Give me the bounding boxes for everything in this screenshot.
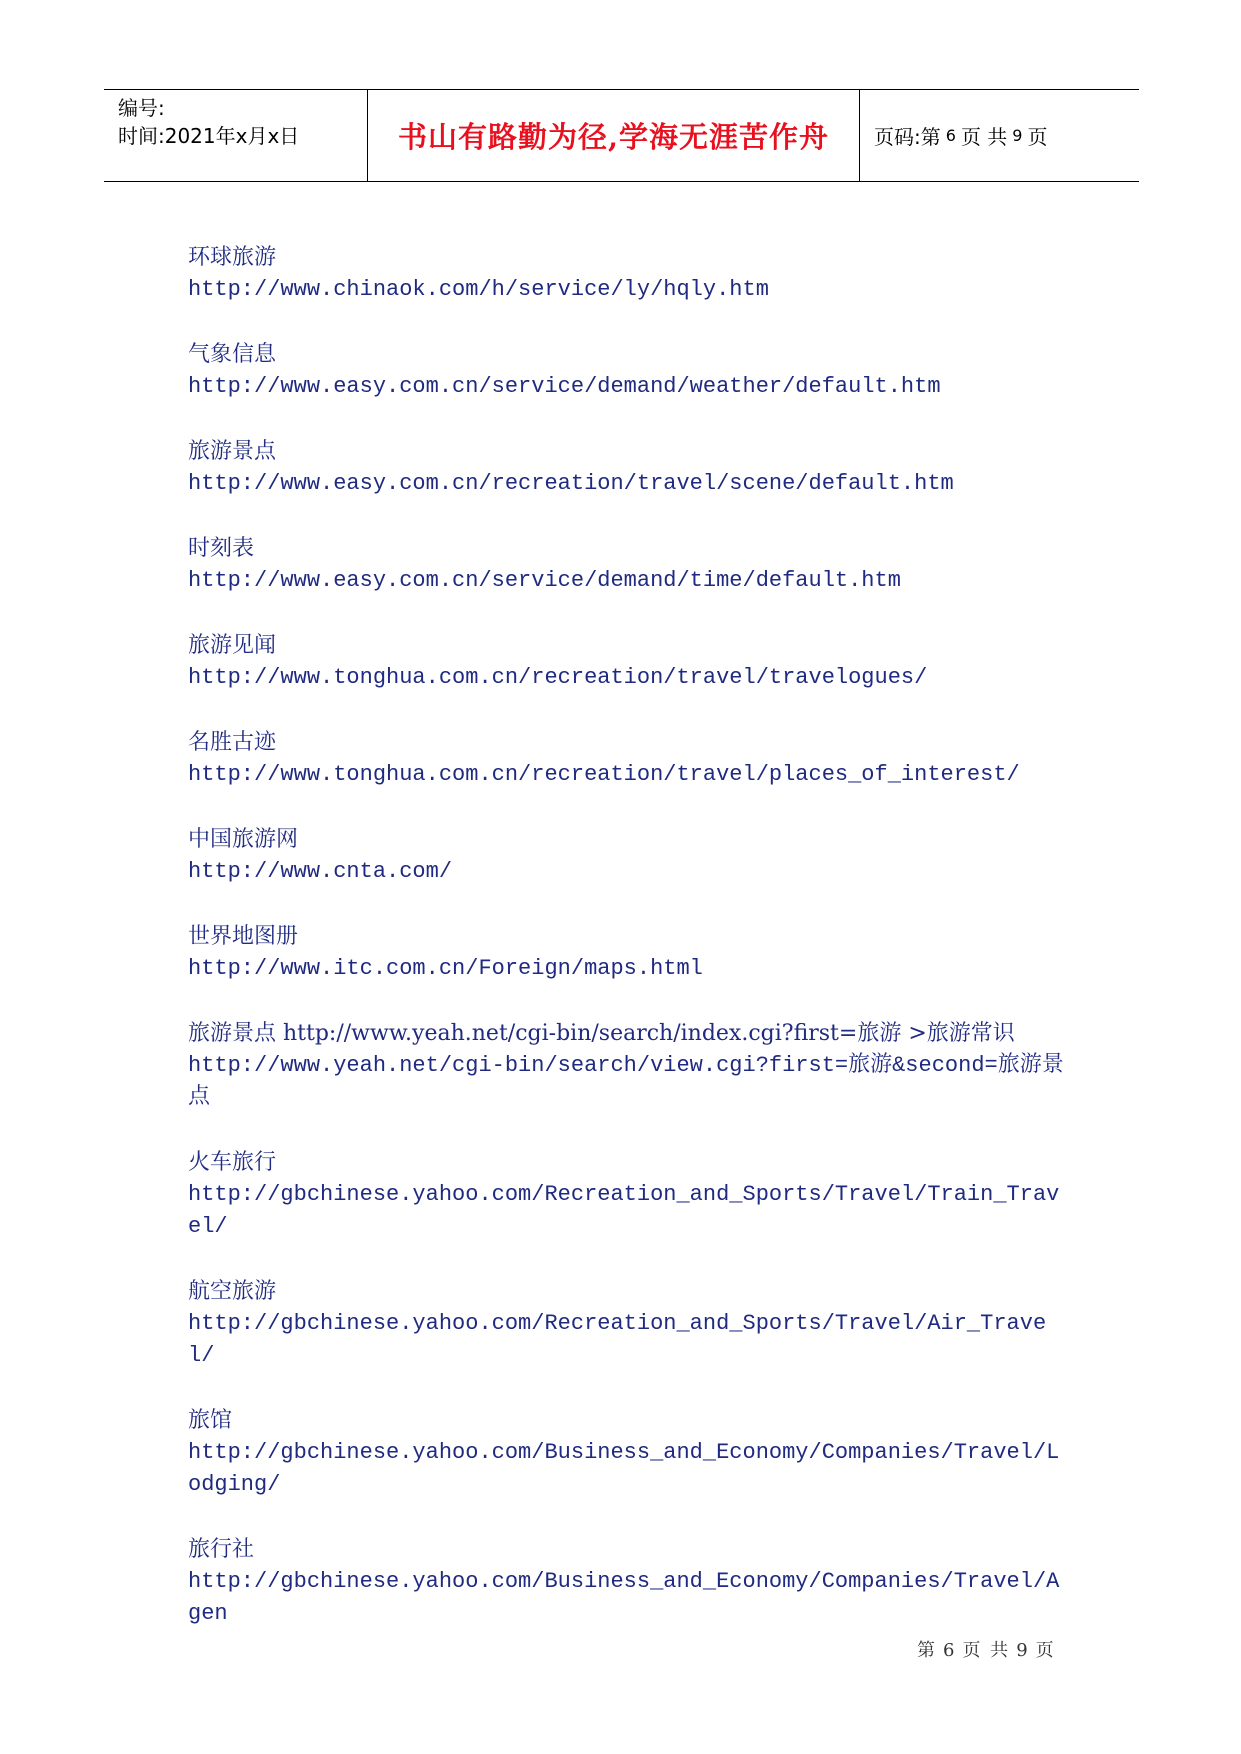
link-url[interactable]: http://gbchinese.yahoo.com/Recreation_and_Sports/Travel/Air_Travel/ [188, 1311, 1047, 1368]
link-entry [188, 339, 1068, 403]
link-url[interactable]: http://www.easy.com.cn/service/demand/weather/default.htm [188, 374, 941, 399]
link-title: 旅游景点 [188, 439, 277, 464]
footer-suffix: 页 [1035, 1640, 1056, 1661]
header-page-mid: 页 共 [960, 125, 1008, 149]
header-time-label: 时间:2021年x月x日 [118, 124, 300, 148]
link-url[interactable]: http://www.tonghua.com.cn/recreation/travel/travelogues/ [188, 665, 928, 690]
link-entry [188, 533, 1068, 597]
link-url[interactable]: http://www.tonghua.com.cn/recreation/travel/places_of_interest/ [188, 762, 1020, 787]
header-meta [104, 90, 368, 181]
link-title: 火车旅行 [188, 1150, 277, 1175]
link-entry [188, 630, 1068, 694]
link-url[interactable]: http://www.yeah.net/cgi-bin/search/view.cgi?first=旅游&second=旅游景点 [188, 1053, 1064, 1110]
link-title: 旅馆 [188, 1408, 233, 1433]
link-entry [188, 727, 1068, 791]
header-motto-cell [368, 90, 860, 181]
link-entry [188, 824, 1068, 888]
header-page-current: 6 [945, 126, 956, 145]
link-title: 旅游景点 http://www.yeah.net/cgi-bin/search/index.cgi?first=旅游 >旅游常识 [188, 1021, 1015, 1046]
link-url[interactable]: http://www.chinaok.com/h/service/ly/hqly.htm [188, 277, 769, 302]
header-number-label: 编号: [118, 96, 165, 120]
page-footer [917, 1636, 1062, 1662]
link-entry [188, 1276, 1068, 1372]
link-entry [188, 1018, 1068, 1114]
header-motto: 书山有路勤为径,学海无涯苦作舟 [397, 120, 830, 154]
link-list [188, 242, 1068, 1663]
footer-mid: 页 共 [962, 1640, 1011, 1661]
header-page-info [860, 90, 1139, 181]
header-page-suffix: 页 [1027, 125, 1048, 149]
footer-prefix: 第 [917, 1640, 937, 1661]
link-title: 世界地图册 [188, 924, 299, 949]
header-page-prefix: 页码:第 [874, 125, 941, 149]
link-title: 环球旅游 [188, 245, 277, 270]
link-entry [188, 1534, 1068, 1630]
footer-current: 6 [943, 1640, 957, 1661]
page-header [104, 89, 1139, 182]
link-entry [188, 1405, 1068, 1501]
link-title: 旅游见闻 [188, 633, 277, 658]
link-url[interactable]: http://www.itc.com.cn/Foreign/maps.html [188, 956, 703, 981]
link-title: 名胜古迹 [188, 730, 277, 755]
link-url[interactable]: http://gbchinese.yahoo.com/Recreation_and_Sports/Travel/Train_Travel/ [188, 1182, 1060, 1239]
link-title: 中国旅游网 [188, 827, 299, 852]
link-entry [188, 436, 1068, 500]
link-entry [188, 1147, 1068, 1243]
link-url[interactable]: http://www.easy.com.cn/service/demand/time/default.htm [188, 568, 901, 593]
link-title: 航空旅游 [188, 1279, 277, 1304]
link-url[interactable]: http://www.easy.com.cn/recreation/travel/scene/default.htm [188, 471, 954, 496]
link-url[interactable]: http://gbchinese.yahoo.com/Business_and_Economy/Companies/Travel/Lodging/ [188, 1440, 1060, 1497]
link-entry [188, 921, 1068, 985]
header-page-total: 9 [1012, 126, 1023, 145]
link-url[interactable]: http://www.cnta.com/ [188, 859, 453, 884]
link-entry [188, 242, 1068, 306]
link-title: 旅行社 [188, 1537, 255, 1562]
link-url[interactable]: http://gbchinese.yahoo.com/Business_and_Economy/Companies/Travel/Agen [188, 1569, 1060, 1626]
link-title: 气象信息 [188, 342, 277, 367]
link-title: 时刻表 [188, 536, 255, 561]
footer-total: 9 [1016, 1640, 1030, 1661]
